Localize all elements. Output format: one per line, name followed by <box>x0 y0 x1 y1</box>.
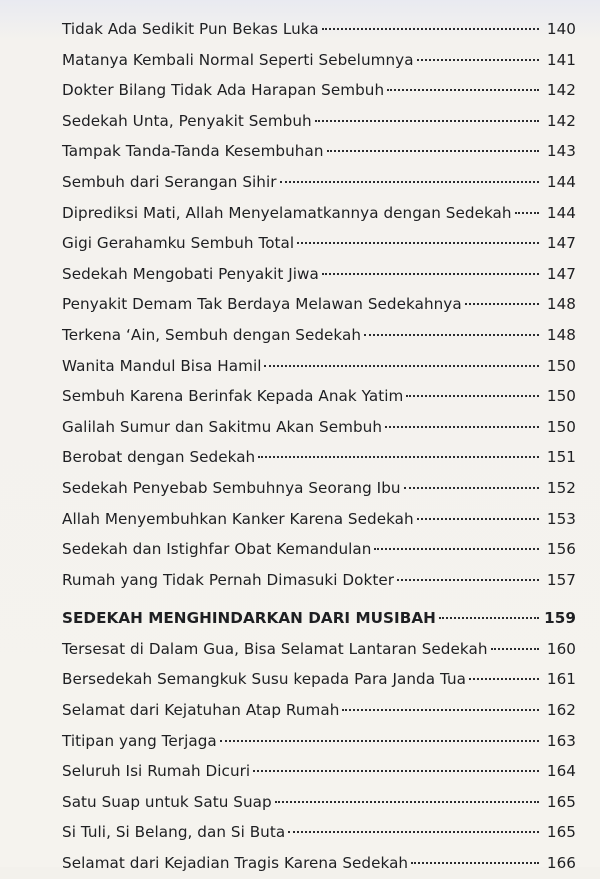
toc-entry-page: 148 <box>546 325 576 344</box>
toc-entry <box>62 289 576 320</box>
section-page: 159 <box>544 609 576 628</box>
toc-entry-title: Dokter Bilang Tidak Ada Harapan Sembuh <box>62 81 385 100</box>
toc-entry-title: Gigi Gerahamku Sembuh Total <box>62 234 295 253</box>
dot-leader <box>327 150 540 152</box>
toc-entry-page: 150 <box>546 356 576 375</box>
toc-entry <box>62 534 576 565</box>
toc-entry-title: Rumah yang Tidak Pernah Dimasuki Dokter <box>62 570 395 589</box>
toc-entry-title: Diprediksi Mati, Allah Menyelamatkannya dengan Sedekah <box>62 203 512 222</box>
toc-entry-title: Terkena ‘Ain, Sembuh dengan Sedekah <box>62 325 362 344</box>
toc-entry-title: Titipan yang Terjaga <box>62 731 217 750</box>
toc-entry-title: Galilah Sumur dan Sakitmu Akan Sembuh <box>62 417 383 436</box>
toc-entry-title: Tidak Ada Sedikit Pun Bekas Luka <box>62 20 319 38</box>
toc-entry-title: Allah Menyembuhkan Kanker Karena Sedekah <box>62 509 414 528</box>
toc-entry-page: 165 <box>546 792 576 811</box>
toc-entry-page: 164 <box>546 762 576 781</box>
dot-leader <box>411 862 539 864</box>
toc-entry-title: Sedekah Mengobati Penyakit Jiwa <box>62 264 319 283</box>
toc-entry <box>62 320 576 351</box>
toc-entry <box>62 14 576 45</box>
toc-entry <box>62 695 576 726</box>
toc-entry <box>62 412 576 443</box>
toc-entry-page: 144 <box>546 203 576 222</box>
dot-leader <box>258 456 539 458</box>
dot-leader <box>387 89 539 91</box>
table-of-contents <box>62 14 576 879</box>
toc-entry-page: 147 <box>546 264 576 283</box>
toc-entry <box>62 381 576 412</box>
toc-entry <box>62 756 576 787</box>
dot-leader <box>342 709 539 711</box>
toc-entry <box>62 504 576 535</box>
toc-entry <box>62 106 576 137</box>
toc-entry-page: 150 <box>546 387 576 406</box>
toc-entry <box>62 726 576 757</box>
dot-leader <box>469 678 539 680</box>
toc-entry-page: 152 <box>546 478 576 497</box>
toc-section-heading <box>62 603 576 634</box>
toc-entry <box>62 565 576 596</box>
toc-entry-page: 165 <box>546 823 576 842</box>
dot-leader <box>417 518 539 520</box>
dot-leader <box>491 648 539 650</box>
toc-entry-page: 163 <box>546 731 576 750</box>
toc-entry-page: 166 <box>546 854 576 873</box>
toc-entry <box>62 75 576 106</box>
section-title: SEDEKAH MENGHINDARKAN DARI MUSIBAH <box>62 609 436 628</box>
dot-leader <box>322 28 539 30</box>
toc-entry-page: 141 <box>546 50 576 69</box>
dot-leader <box>315 120 539 122</box>
toc-entry-title: Bersedekah Semangkuk Susu kepada Para Janda Tua <box>62 670 467 689</box>
toc-entry <box>62 136 576 167</box>
toc-entry-page: 143 <box>546 142 576 161</box>
dot-leader <box>439 617 539 619</box>
toc-entry-title: Berobat dengan Sedekah <box>62 448 256 467</box>
toc-entry-page: 147 <box>546 234 576 253</box>
toc-entry-title: Sembuh dari Serangan Sihir <box>62 172 277 191</box>
toc-entry-page: 153 <box>546 509 576 528</box>
toc-entry-page: 160 <box>546 639 576 658</box>
dot-leader <box>417 59 539 61</box>
dot-leader <box>397 579 539 581</box>
dot-leader <box>253 770 539 772</box>
toc-entry-page: 162 <box>546 701 576 720</box>
toc-entry <box>62 634 576 665</box>
toc-entry-title: Sembuh Karena Berinfak Kepada Anak Yatim <box>62 387 404 406</box>
toc-entry-title: Seluruh Isi Rumah Dicuri <box>62 762 251 781</box>
toc-entry-page: 157 <box>546 570 576 589</box>
dot-leader <box>406 395 539 397</box>
toc-entry-page: 144 <box>546 172 576 191</box>
toc-entry-page: 150 <box>546 417 576 436</box>
toc-entry <box>62 259 576 290</box>
toc-entry-title: Selamat dari Kejatuhan Atap Rumah <box>62 701 340 720</box>
dot-leader <box>374 548 539 550</box>
toc-entry-title: Satu Suap untuk Satu Suap <box>62 792 272 811</box>
toc-entry-title: Matanya Kembali Normal Seperti Sebelumnya <box>62 50 414 69</box>
dot-leader <box>275 801 539 803</box>
toc-entry <box>62 473 576 504</box>
toc-entry-title: Penyakit Demam Tak Berdaya Melawan Sedekahnya <box>62 295 462 314</box>
dot-leader <box>465 303 539 305</box>
dot-leader <box>288 831 539 833</box>
dot-leader <box>364 334 539 336</box>
section-spacer <box>62 595 576 603</box>
toc-entry <box>62 198 576 229</box>
toc-entry-page: 142 <box>546 81 576 100</box>
toc-entry-title: Si Tuli, Si Belang, dan Si Buta <box>62 823 286 842</box>
toc-entry <box>62 664 576 695</box>
toc-entry-title: Selamat dari Kejadian Tragis Karena Sedekah <box>62 854 409 873</box>
toc-entry <box>62 817 576 848</box>
dot-leader <box>385 426 539 428</box>
toc-entry-page: 151 <box>546 448 576 467</box>
dot-leader <box>322 273 539 275</box>
toc-entry <box>62 787 576 818</box>
toc-entry <box>62 45 576 76</box>
toc-entry-page: 142 <box>546 111 576 130</box>
toc-entry-title: Tampak Tanda-Tanda Kesembuhan <box>62 142 324 161</box>
toc-entry-title: Sedekah Penyebab Sembuhnya Seorang Ibu <box>62 478 401 497</box>
dot-leader <box>264 365 539 367</box>
toc-entry <box>62 848 576 879</box>
toc-entry-title: Wanita Mandul Bisa Hamil <box>62 356 262 375</box>
toc-entry-title: Sedekah dan Istighfar Obat Kemandulan <box>62 540 372 559</box>
dot-leader <box>515 212 539 214</box>
toc-entry <box>62 351 576 382</box>
toc-entry <box>62 167 576 198</box>
toc-entry-title: Tersesat di Dalam Gua, Bisa Selamat Lantaran Sedekah <box>62 639 488 658</box>
dot-leader <box>280 181 539 183</box>
toc-entry-page: 148 <box>546 295 576 314</box>
toc-entry-page: 161 <box>546 670 576 689</box>
toc-entry-title: Sedekah Unta, Penyakit Sembuh <box>62 111 312 130</box>
toc-entry-page: 156 <box>546 540 576 559</box>
toc-entry-page: 140 <box>546 20 576 38</box>
toc-entry <box>62 442 576 473</box>
dot-leader <box>297 242 539 244</box>
toc-entry <box>62 228 576 259</box>
dot-leader <box>404 487 539 489</box>
dot-leader <box>220 740 539 742</box>
